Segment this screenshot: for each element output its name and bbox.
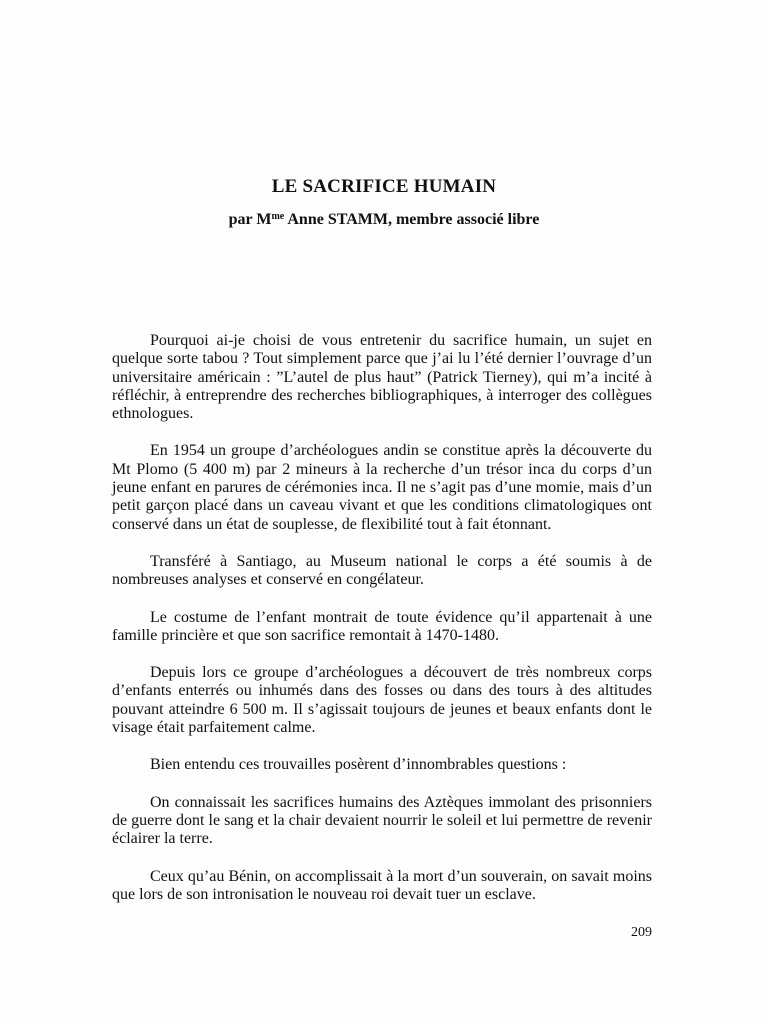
page-title: LE SACRIFICE HUMAIN: [271, 176, 497, 197]
paragraph: En 1954 un groupe d’archéologues andin se constitue après la découverte du Mt Plomo (5 400 m) par 2 mineurs à la recherche d’un trésor inca du corps d’un jeune enfant en parures de cérémonies inca. Il ne s’agit pas d’une momie, mais d’un petit garçon placé dans un caveau vivant et que les conditions climatologiques ont conservé dans un état de souplesse, de flexibilité tout à fait étonnant.: [112, 442, 652, 533]
paragraph: Bien entendu ces trouvailles posèrent d’innombrables questions :: [150, 756, 567, 774]
paragraph: Pourquoi ai-je choisi de vous entretenir du sacrifice humain, un sujet en quelque sorte tabou ? Tout simplement parce que j’ai lu l’été dernier l’ouvrage d’un universitaire américain : ”L’autel de plus haut” (Patrick Tierney), qui m’a incité à réfléchir, à entreprendre des recherches bibliographiques, à interroger des collègues ethnologues.: [112, 332, 652, 423]
paragraph: Ceux qu’au Bénin, on accomplissait à la mort d’un souverain, on savait moins que lors de son intronisation le nouveau roi devait tuer un esclave.: [112, 867, 652, 903]
byline-prefix: par M: [228, 211, 272, 228]
author-byline: [0, 211, 768, 229]
paragraph: Le costume de l’enfant montrait de toute évidence qu’il appartenait à une famille princière et que son sacrifice remontait à 1470-1480.: [112, 608, 652, 644]
paragraph: Transféré à Santiago, au Museum national le corps a été soumis à de nombreuses analyses et conservé en congélateur.: [112, 552, 652, 589]
paragraph: On connaissait les sacrifices humains des Aztèques immolant des prisonniers de guerre dont le sang et la chair devaient nourrir le soleil et lui permettre de revenir éclairer la terre.: [112, 793, 652, 848]
article-body: [112, 332, 652, 923]
paragraph: Depuis lors ce groupe d’archéologues a découvert de très nombreux corps d’enfants enterrés ou inhumés dans des fosses ou dans des tours à des altitudes pouvant atteindre 6 500 m. Il s’agissait toujours de jeunes et beaux enfants dont le visage était parfaitement calme.: [112, 664, 652, 737]
byline-rest: Anne STAMM, membre associé libre: [284, 211, 540, 228]
byline-superscript: me: [271, 211, 285, 222]
page-number: 209: [631, 925, 652, 940]
